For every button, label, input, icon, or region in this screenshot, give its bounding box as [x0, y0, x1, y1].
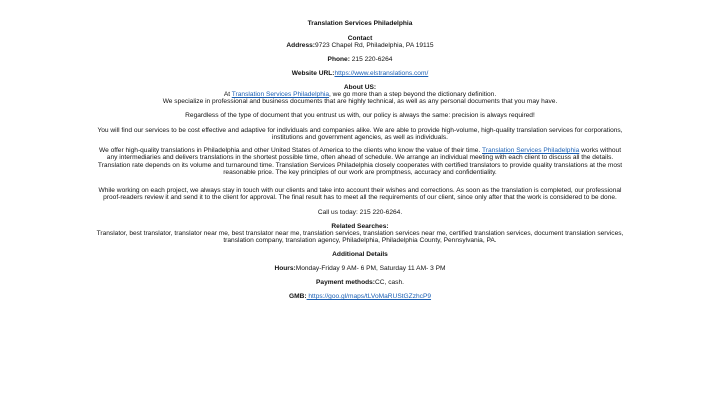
about-line-2: We specialize in professional and business documents that are highly technical, as well as any personal documents that you may have. [162, 98, 558, 105]
about-prefix: At [223, 91, 232, 98]
hours-line [96, 265, 624, 272]
hours-value: Monday-Friday 9 AM- 6 PM, Saturday 11 AM- 3 PM [295, 265, 446, 272]
phone-value: 215 220-6264 [349, 56, 393, 63]
address-line [96, 42, 624, 49]
address-label: Address: [286, 42, 316, 49]
policy-paragraph: Regardless of the type of document that you entrust us with, our policy is always the same: precision is always required! [185, 112, 535, 119]
about-line-1-rest: , we go more than a step beyond the dictionary definition. [329, 91, 497, 98]
payment-value: CC, cash. [375, 279, 404, 286]
offer-text-after: works without any intermediaries and delivers translations in the shortest possible time, often ahead of schedule. We arrange an individual meeting with each client to discuss all the details. Translation rate depends on its volume and turnaround time. Translation Services Philadelphia closely cooperates with certified translators to provide quality translations at the most reasonable price. The key principles of our work are promptness, accuracy and confidentiality. [97, 147, 623, 177]
related-heading: Related Searches: [331, 223, 389, 230]
about-heading: About US: [343, 84, 377, 91]
hours-label: Hours: [274, 265, 296, 272]
payment-label: Payment methods: [316, 279, 376, 286]
offer-link[interactable]: Translation Services Philadelphia [482, 147, 580, 154]
gmb-link[interactable]: https://goo.gl/maps/tLVoMaRUStGZzhcP9 [306, 293, 432, 300]
gmb-label: GMB: [288, 293, 307, 300]
about-link[interactable]: Translation Services Philadelphia [231, 91, 330, 98]
related-text: Translator, best translator, translator near me, best translator near me, translation services, translation services near me, certified translation services, document translation services, translation company, translation agency, Philadelphia, Philadelphia County, Pennsylvania, PA. [96, 230, 624, 245]
work-paragraph: While working on each project, we always stay in touch with our clients and take into account their wishes and corrections. As soon as the translation is completed, our professional proof-readers review it and send it to the client for approval. The final result has to meet all the requirements of our client, since only after that the work is considered to be done. [98, 187, 622, 202]
offer-paragraph [96, 147, 624, 177]
offer-text-before: We offer high-quality translations in Philadelphia and other United States of America to the clients who know the value of their time. [98, 147, 482, 154]
website-link[interactable]: https://www.elstranslations.com/ [334, 70, 429, 77]
document-title: Translation Services Philadelphia [307, 20, 413, 27]
address-value: 9723 Chapel Rd, Philadelphia, PA 19115 [315, 42, 434, 49]
website-line [96, 70, 624, 77]
additional-heading: Additional Details [332, 251, 388, 258]
phone-label: Phone: [327, 56, 350, 63]
services-paragraph: You will find our services to be cost effective and adaptive for individuals and companies alike. We are able to provide high-volume, high-quality translation services for corporations, institutions and government agencies, as well as individuals. [97, 127, 623, 142]
contact-heading: Contact [347, 35, 373, 42]
call-line: Call us today: 215 220-6264. [317, 209, 403, 216]
gmb-line [96, 293, 624, 300]
website-label: Website URL: [291, 70, 335, 77]
payment-line [96, 279, 624, 286]
phone-line [96, 56, 624, 63]
